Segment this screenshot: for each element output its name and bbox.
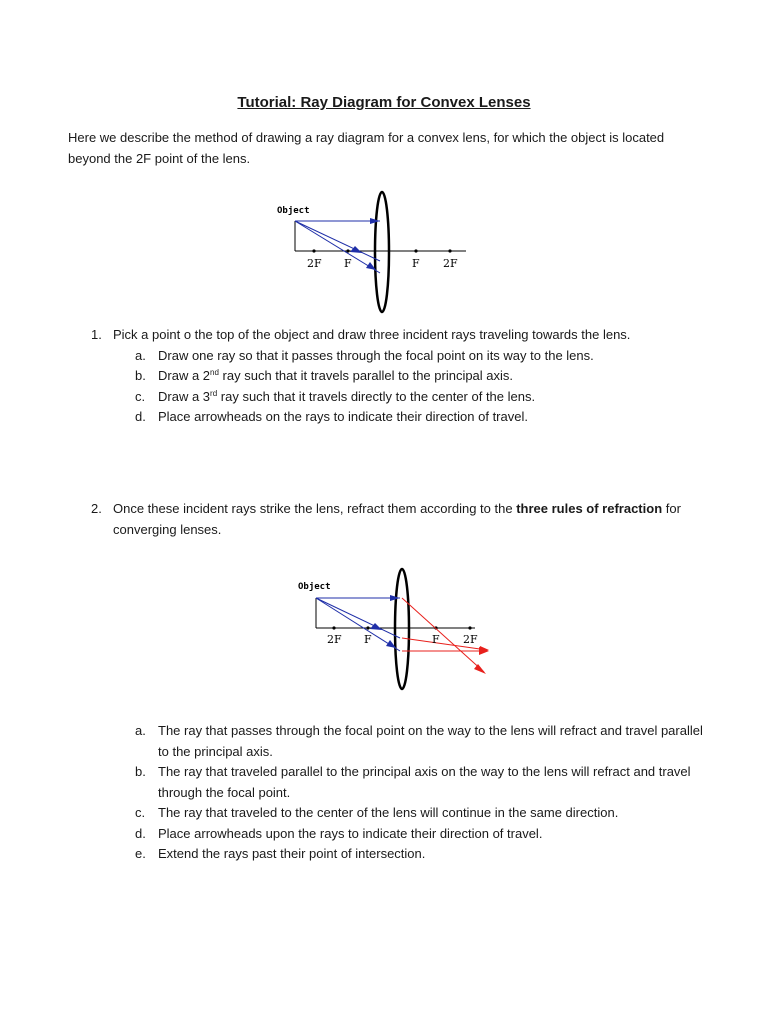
object-label: Object (277, 206, 310, 216)
label-f-right: F (432, 633, 440, 646)
list-item: b. The ray that traveled parallel to the principal axis on the way to the lens will refract and travel through the focal point. (135, 764, 691, 800)
convex-lens (395, 569, 409, 689)
step-2-list (113, 721, 708, 865)
list-item: b. Draw a 2nd ray such that it travels parallel to the principal axis. (135, 368, 514, 383)
ray-diagram-incident (270, 190, 470, 315)
focal-ray (295, 221, 380, 261)
label-2f-left: 2F (307, 257, 322, 270)
list-item: c. Draw a 3rd ray such that it travels directly to the center of the lens. (135, 388, 536, 404)
label-2f-left: 2F (327, 633, 342, 646)
bold-phrase: three rules of refraction (516, 501, 663, 516)
step-1 (91, 325, 713, 346)
label-2f-right: 2F (443, 257, 458, 270)
page-title: Tutorial: Ray Diagram for Convex Lenses (237, 94, 531, 111)
list-item: d. Place arrowheads on the rays to indicate their direction of travel. (135, 409, 528, 424)
list-item: d. Place arrowheads upon the rays to indicate their direction of travel. (135, 825, 543, 841)
convex-lens (375, 192, 389, 312)
step-1-list (91, 325, 713, 428)
intro-paragraph: Here we describe the method of drawing a ray diagram for a convex lens, for which the object is located beyond the 2F point of the lens. (68, 130, 665, 166)
step-2: 2. Once these incident rays strike the lens, refract them according to the three rules of refraction for converging lenses. (91, 501, 681, 537)
list-item: e. Extend the rays past their point of intersection. (135, 846, 426, 861)
list-item: c. The ray that traveled to the center of the lens will continue in the same direction. (135, 805, 619, 820)
label-f-left: F (344, 257, 352, 270)
label-2f-right: 2F (463, 633, 478, 646)
list-item: a. The ray that passes through the focal point on the way to the lens will refract and travel parallel to the principal axis. (135, 723, 703, 759)
list-item: a. Draw one ray so that it passes through the focal point on its way to the lens. (135, 347, 594, 363)
label-f-right: F (412, 257, 420, 270)
ray-diagram-refracted (292, 566, 502, 694)
step-1-text: Pick a point o the top of the object and draw three incident rays traveling towards the lens. (113, 327, 631, 342)
label-f-left: F (364, 633, 372, 646)
step-number: 2. (91, 501, 102, 516)
step-number: 1. (91, 327, 102, 342)
focal-ray (316, 598, 400, 638)
object-label: Object (298, 582, 331, 592)
